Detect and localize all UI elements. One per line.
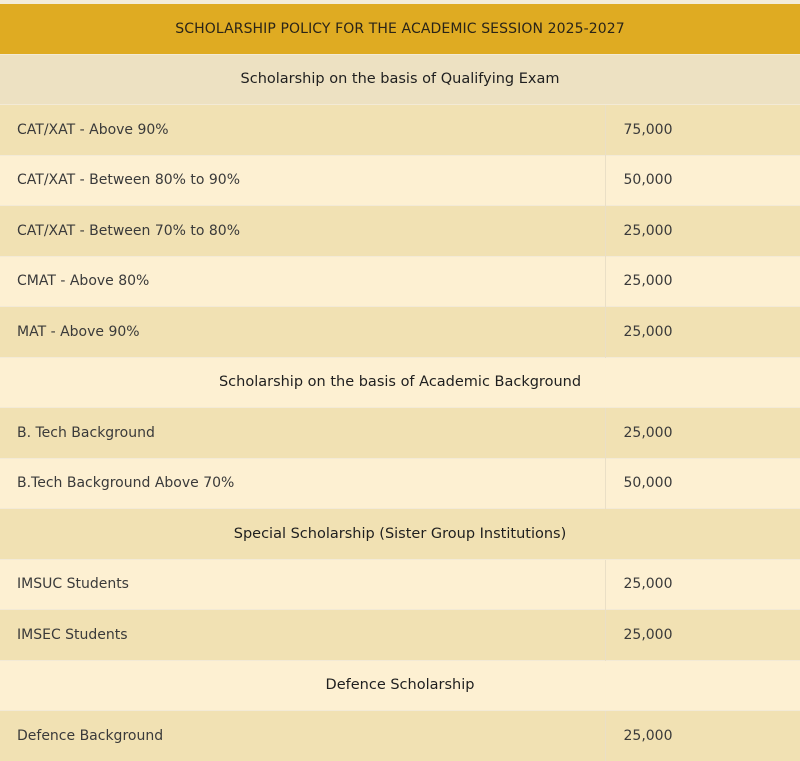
criteria-cell: IMSEC Students [0,610,605,661]
amount-cell: 25,000 [605,256,800,307]
section-heading-academic-background: Scholarship on the basis of Academic Background [0,357,800,408]
section-heading-row [0,357,800,408]
amount-cell: 25,000 [605,711,800,761]
amount-cell: 25,000 [605,559,800,610]
criteria-cell: IMSUC Students [0,559,605,610]
section-heading-defence-scholarship: Defence Scholarship [0,660,800,711]
criteria-cell: CAT/XAT - Between 80% to 90% [0,155,605,206]
table-row [0,711,800,761]
table-row [0,256,800,307]
table-title-row [0,4,800,54]
table-row [0,458,800,509]
table-title: SCHOLARSHIP POLICY FOR THE ACADEMIC SESSION 2025-2027 [0,4,800,54]
amount-cell: 25,000 [605,206,800,257]
table-row [0,559,800,610]
table-row [0,610,800,661]
amount-cell: 50,000 [605,155,800,206]
table-row [0,155,800,206]
scholarship-policy-table-container [0,4,800,761]
amount-cell: 50,000 [605,458,800,509]
section-heading-special-scholarship: Special Scholarship (Sister Group Institutions) [0,509,800,560]
section-heading-row [0,509,800,560]
amount-cell: 25,000 [605,307,800,358]
table-row [0,206,800,257]
criteria-cell: B.Tech Background Above 70% [0,458,605,509]
amount-cell: 25,000 [605,408,800,459]
table-row [0,307,800,358]
criteria-cell: CMAT - Above 80% [0,256,605,307]
section-heading-qualifying-exam: Scholarship on the basis of Qualifying Exam [0,54,800,105]
section-heading-row [0,54,800,105]
criteria-cell: MAT - Above 90% [0,307,605,358]
criteria-cell: B. Tech Background [0,408,605,459]
criteria-cell: CAT/XAT - Between 70% to 80% [0,206,605,257]
criteria-cell: CAT/XAT - Above 90% [0,105,605,156]
criteria-cell: Defence Background [0,711,605,761]
amount-cell: 75,000 [605,105,800,156]
scholarship-policy-table [0,4,800,761]
table-row [0,105,800,156]
amount-cell: 25,000 [605,610,800,661]
section-heading-row [0,660,800,711]
table-row [0,408,800,459]
